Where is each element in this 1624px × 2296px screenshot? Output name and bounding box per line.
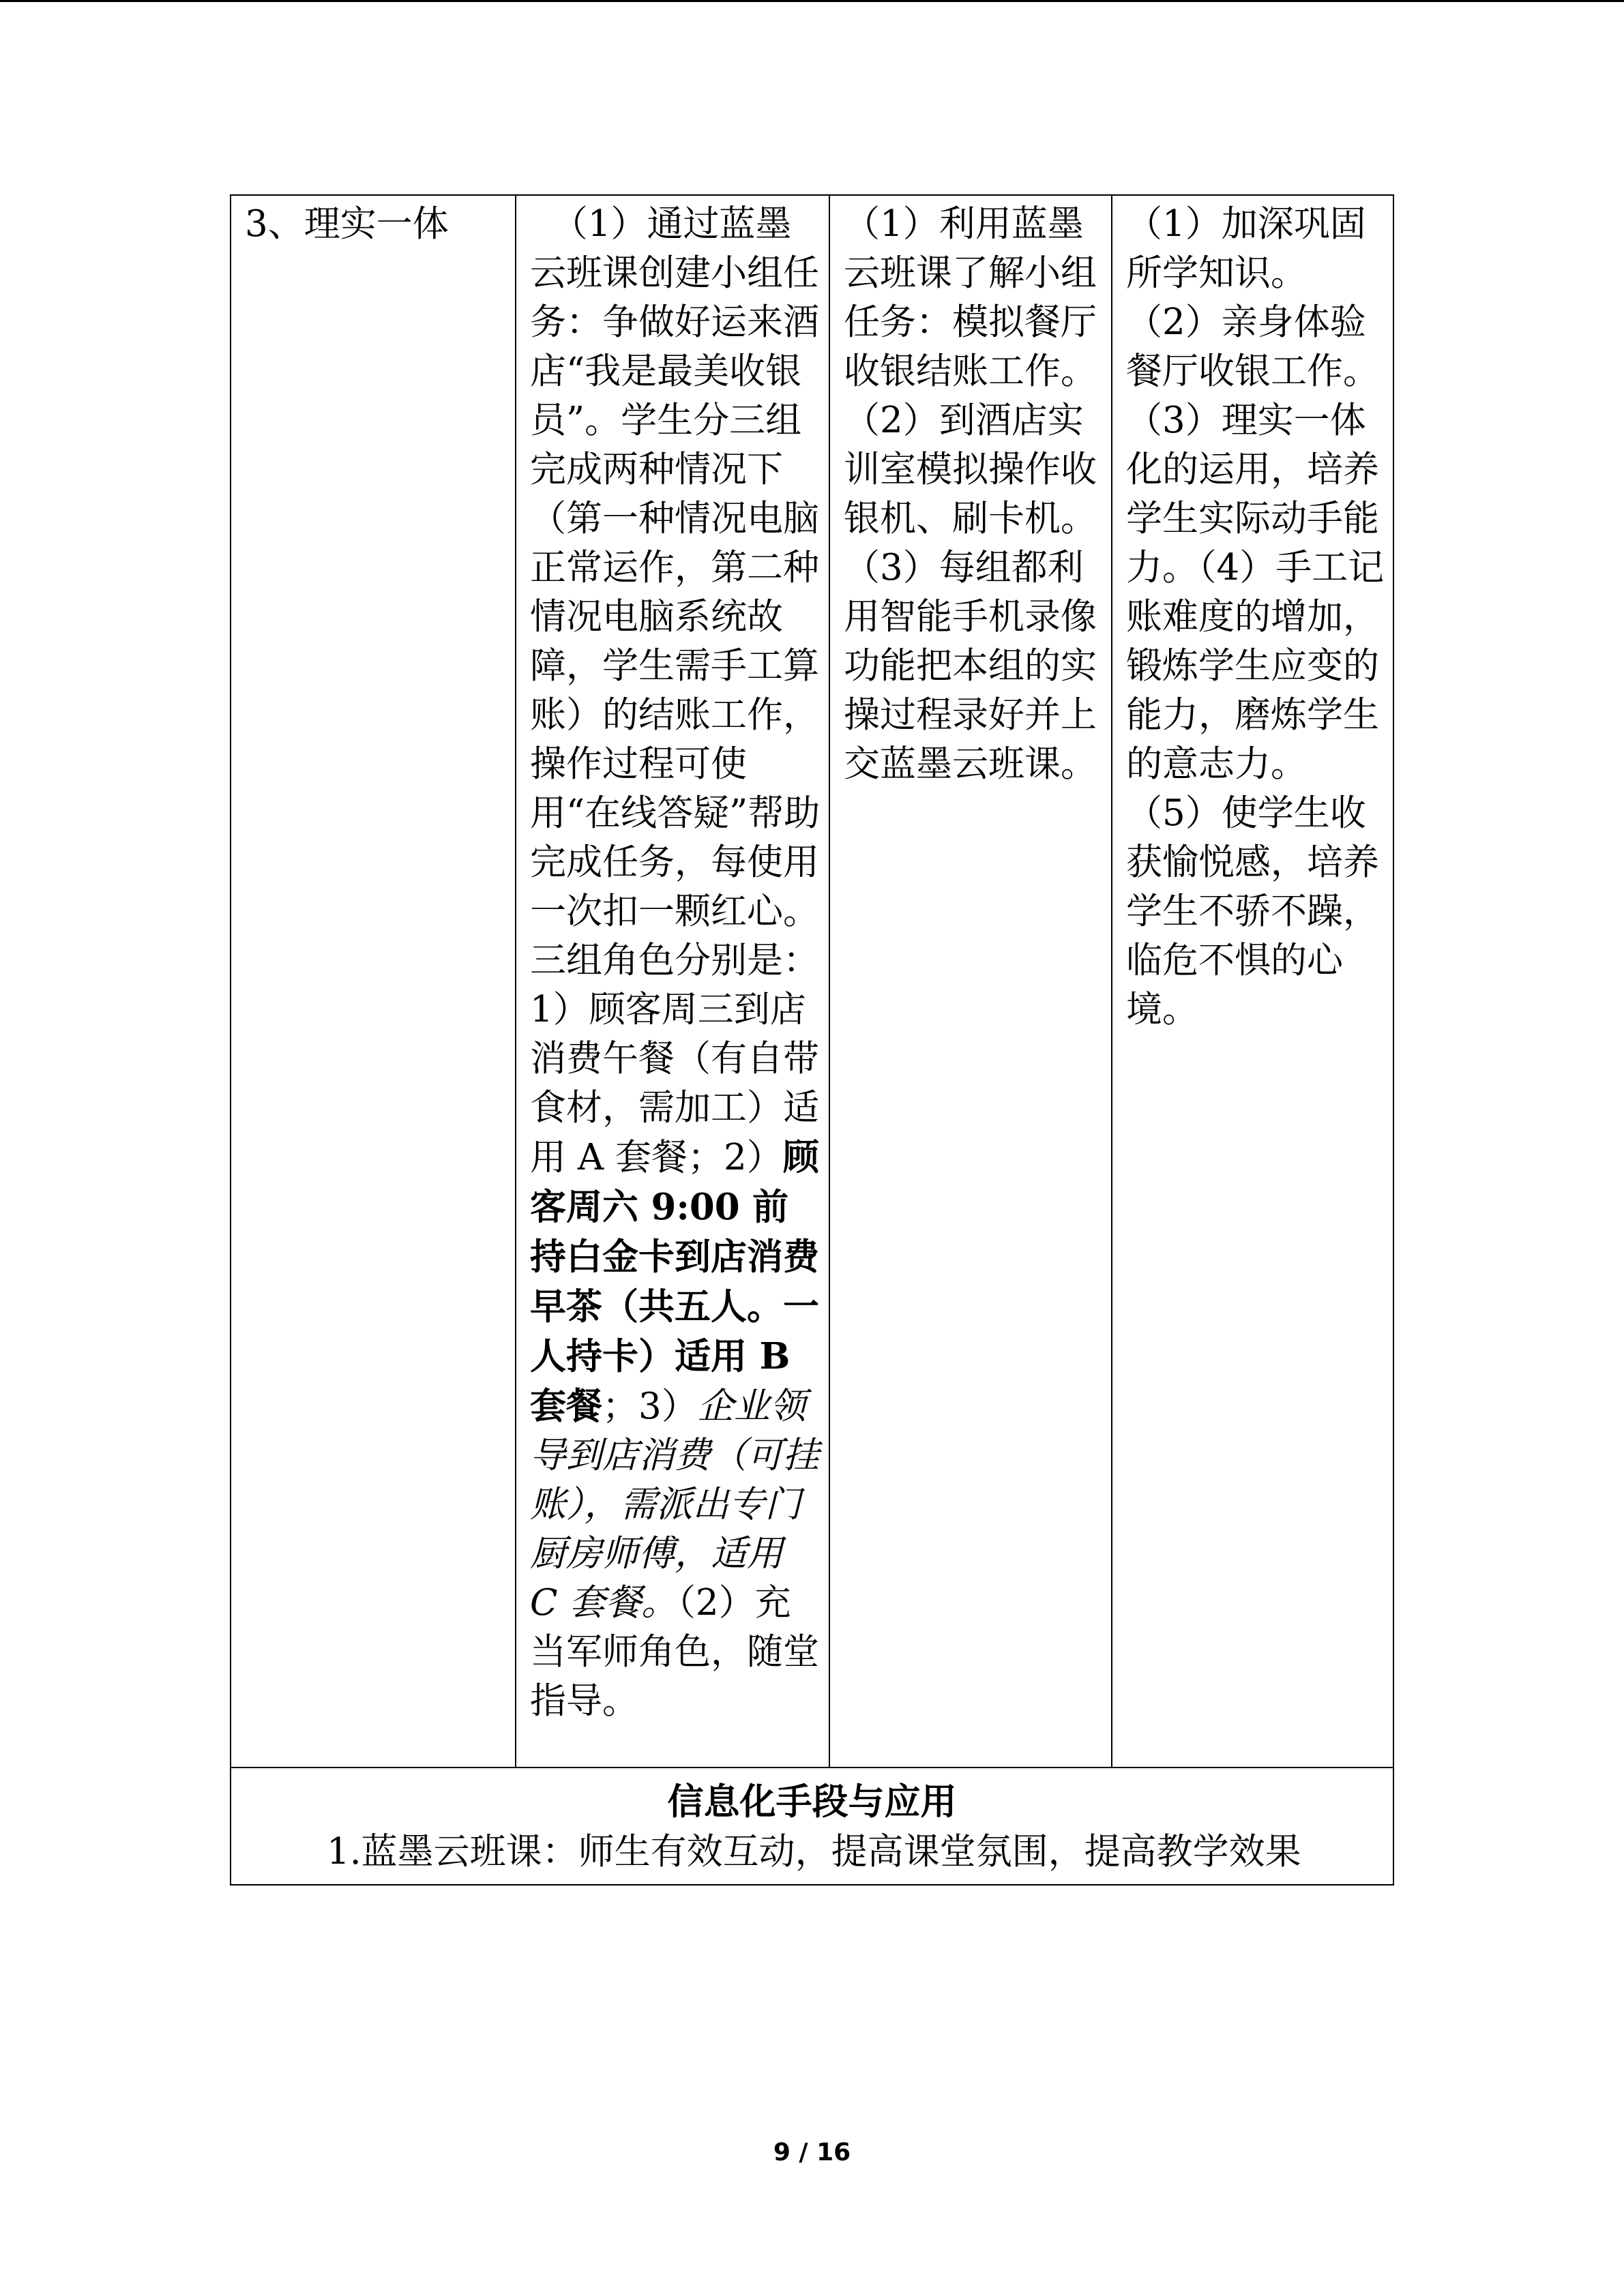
table-row xyxy=(231,1768,1393,1885)
page-number: 9 / 16 xyxy=(773,2138,851,2166)
role-1-text: 1）顾客周三到店消费午餐（有自带食材，需加工）适用 A 套餐；2） xyxy=(530,989,819,1178)
info-section-item: 1.蓝墨云班课：师生有效互动，提高课堂氛围，提高教学效果 xyxy=(327,1831,1301,1873)
info-section-heading: 信息化手段与应用 xyxy=(667,1780,957,1823)
lesson-plan-table xyxy=(230,194,1394,1885)
role-2-text: 顾客周六 9:00 前持白金卡到店消费早茶（共五人。一人持卡）适用 B 套餐 xyxy=(530,1136,819,1427)
student-activity-p1: （1）利用蓝墨云班课了解小组任务：模拟餐厅收银结账工作。 xyxy=(844,203,1097,392)
teacher-guidance-text: （2）充当军师角色，随堂指导。 xyxy=(530,1582,819,1722)
design-intent-p3: （5）使学生收获愉悦感，培养学生不骄不躁，临危不惧的心境。 xyxy=(1126,792,1379,1030)
design-intent-p1: （1）加深巩固所学知识。 xyxy=(1126,203,1366,294)
student-activity-p2: （2）到酒店实训室模拟操作收银机、刷卡机。（3）每组都利用智能手机录像功能把本组的实操过程录好并上交蓝墨云班课。 xyxy=(844,400,1097,785)
role-3-text: 企业领导到店消费（可挂账），需派出专门厨房师傅，适用 C 套餐。 xyxy=(530,1386,819,1624)
teacher-activity-paragraph xyxy=(530,200,821,1726)
teacher-activity-cell xyxy=(516,195,829,1768)
design-intent-cell xyxy=(1112,195,1393,1768)
info-section-cell xyxy=(231,1768,1393,1885)
table-row xyxy=(231,195,1393,1768)
teacher-task-text: （1）通过蓝墨云班课创建小组任务：争做好运来酒店“我是最美收银员”。学生分三组完成两种情况下（第一种情况电脑正常运作，第二种情况电脑系统故障，学生需手工算账）的结账工作，操作过程可使用“在线答疑”帮助完成任务，每使用一次扣一颗红心。三组角色分别是： xyxy=(530,203,821,981)
stage-label: 3、理实一体 xyxy=(245,203,449,245)
design-intent-p2: （2）亲身体验餐厅收银工作。（3）理实一体化的运用，培养学生实际动手能力。（4）手工记账难度的增加，锻炼学生应变的能力，磨炼学生的意志力。 xyxy=(1126,301,1385,785)
stage-cell xyxy=(231,195,516,1768)
role-3-prefix: ；3） xyxy=(602,1386,698,1427)
student-activity-cell xyxy=(829,195,1112,1768)
top-border-line xyxy=(0,0,1624,2)
